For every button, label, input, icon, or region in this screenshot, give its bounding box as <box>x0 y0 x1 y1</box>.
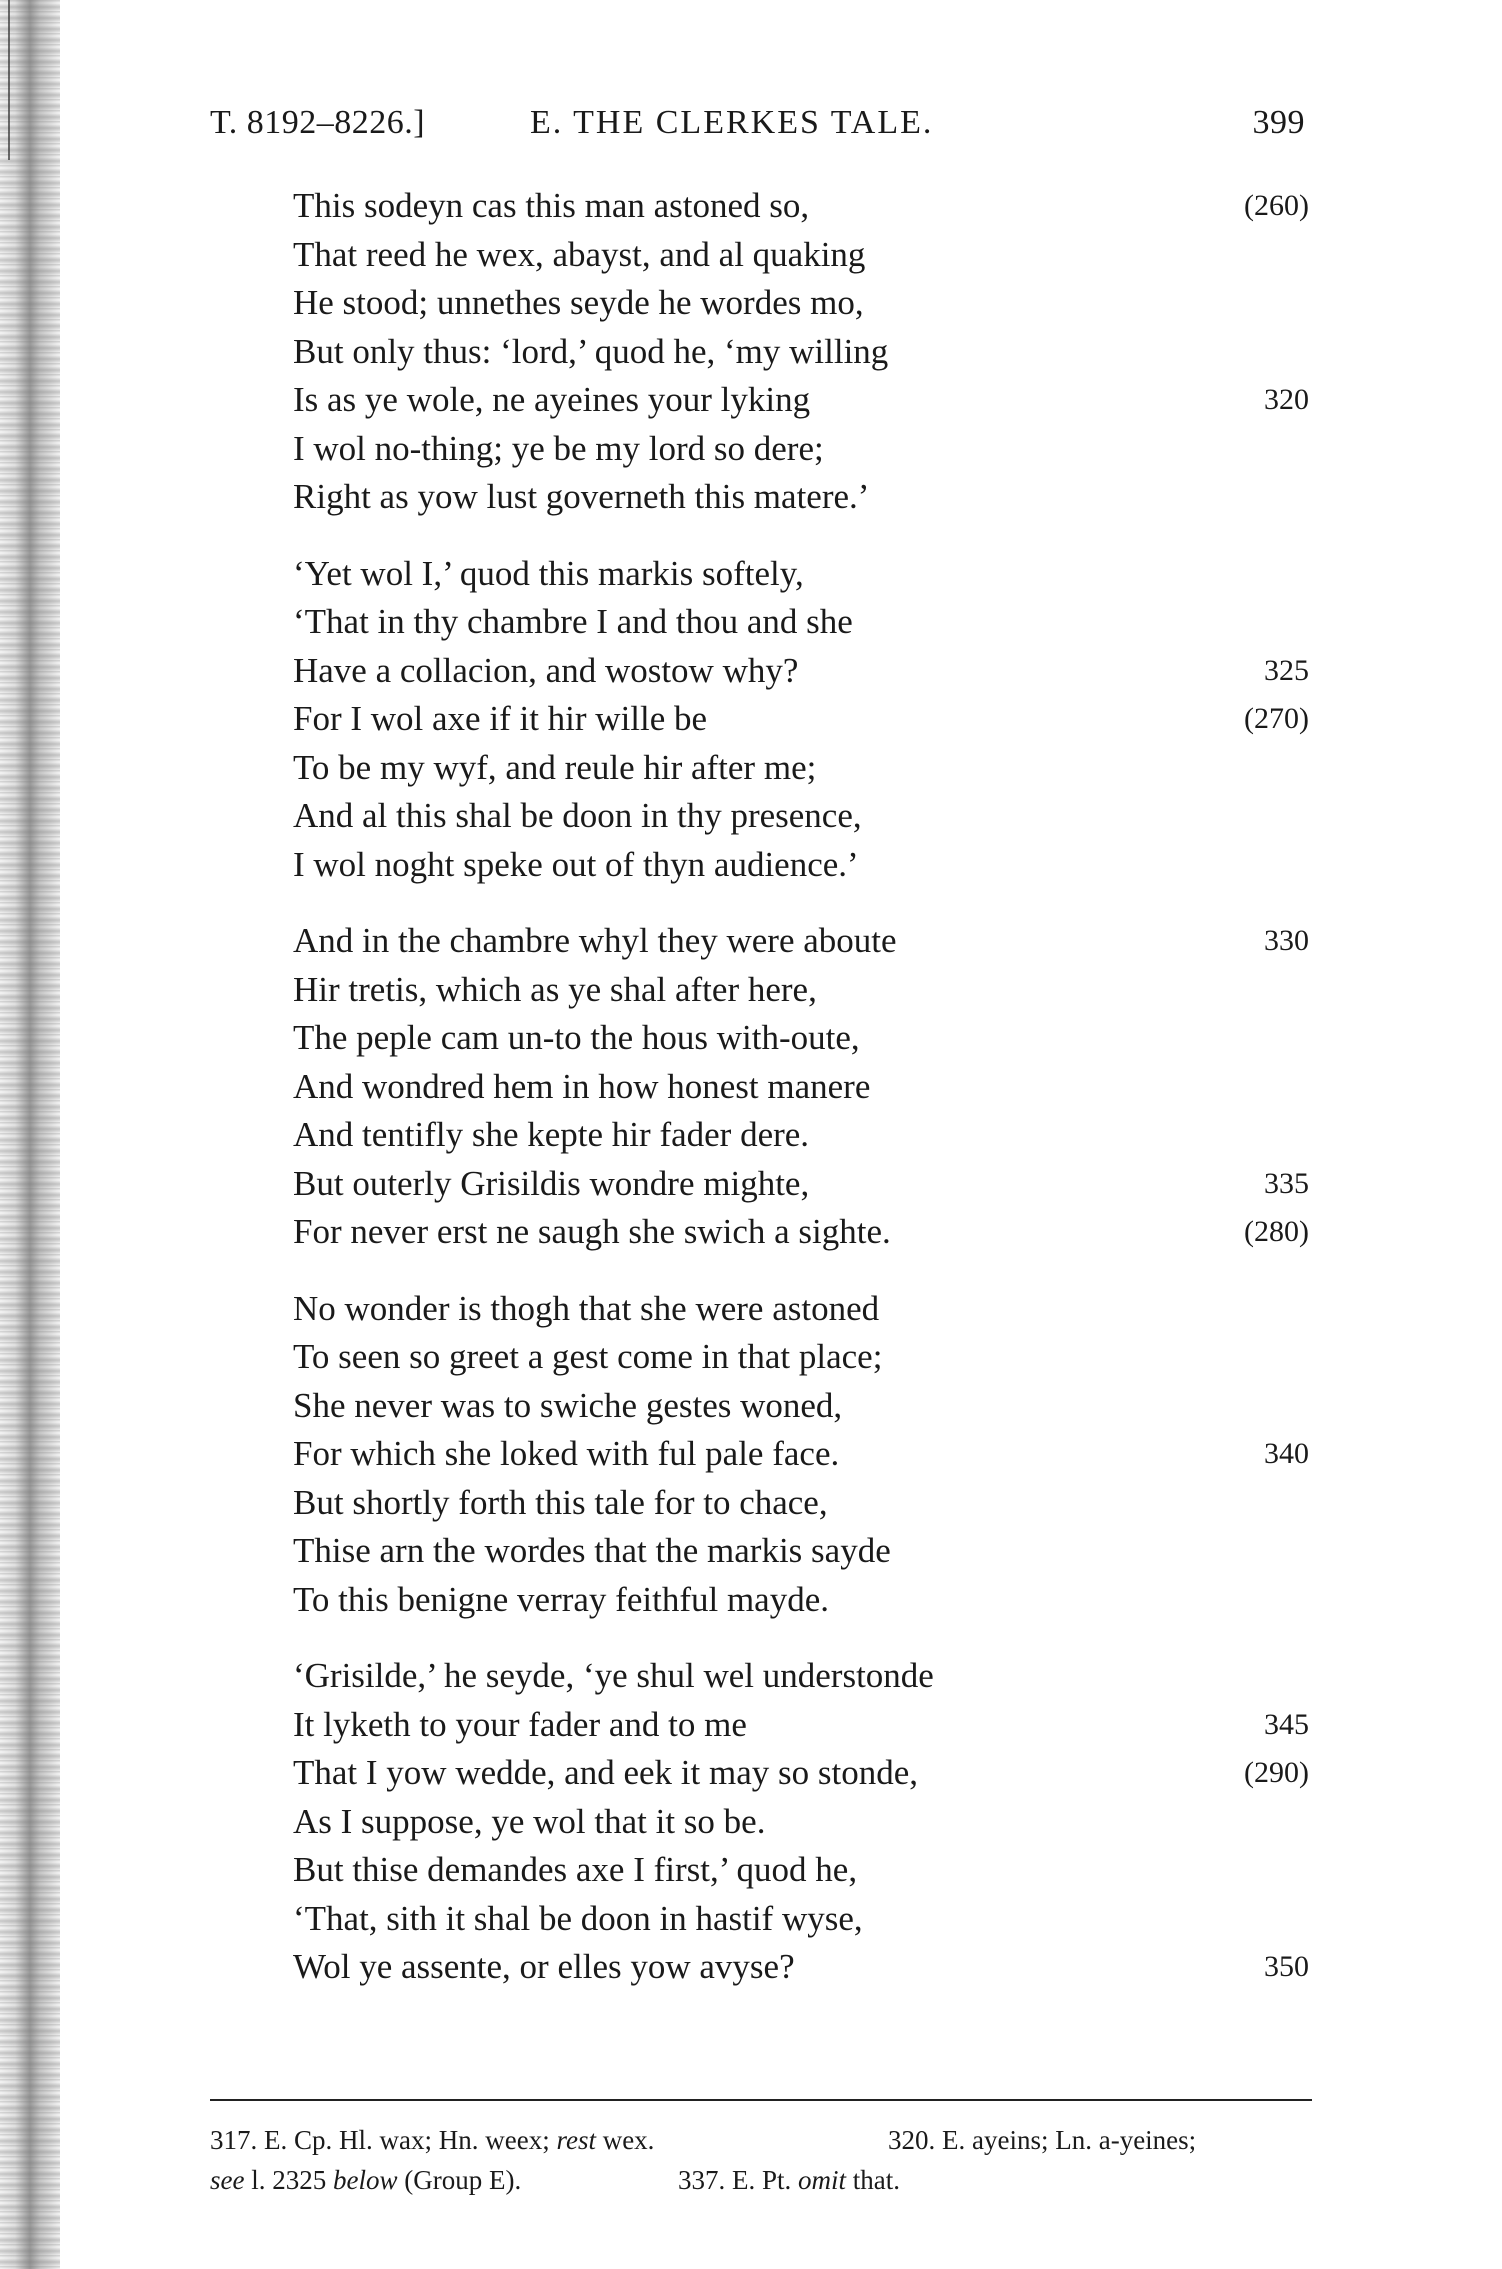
verse-line <box>293 1701 1313 1750</box>
verse-text: He stood; unnethes seyde he wordes mo, <box>293 283 864 322</box>
verse-text: ‘Yet wol I,’ quod this markis softely, <box>293 553 804 593</box>
verse-text: Right as yow lust governeth this matere.’ <box>293 477 870 516</box>
verse-line <box>293 425 1313 474</box>
page-number: 399 <box>1252 104 1305 141</box>
verse-line <box>293 695 1313 744</box>
verse-line <box>293 1479 1313 1528</box>
verse-line <box>293 1382 1313 1431</box>
verse-line <box>293 1576 1313 1625</box>
verse-text: As I suppose, ye wol that it so be. <box>293 1801 766 1841</box>
verse-text: I wol no-thing; ye be my lord so dere; <box>293 428 824 468</box>
verse-line <box>293 279 1313 328</box>
verse-line <box>293 744 1313 793</box>
verse-text: For I wol axe if it hir wille be <box>293 699 708 738</box>
verse-text: But only thus: ‘lord,’ quod he, ‘my willing <box>293 331 889 371</box>
verse-text: She never was to swiche gestes woned, <box>293 1385 843 1425</box>
verse-text: No wonder is thogh that she were astoned <box>293 1288 880 1328</box>
verse-line <box>293 1014 1313 1063</box>
line-number: 345 <box>1264 1707 1309 1741</box>
footnote-text: 337. E. Pt. <box>678 2165 792 2195</box>
verse-text: For which she loked with ful pale face. <box>293 1434 840 1473</box>
verse-line <box>293 473 1313 522</box>
verse-text: I wol noght speke out of thyn audience.’ <box>293 844 859 884</box>
footnote-text: l. 2325 <box>251 2165 327 2195</box>
verse-text: ‘That, sith it shal be doon in hastif wyse, <box>293 1898 863 1938</box>
verse-line <box>293 1749 1313 1798</box>
footnote-line <box>210 2120 1312 2160</box>
verse-text: The peple cam un-to the hous with-oute, <box>293 1018 860 1057</box>
verse-text: Thise arn the wordes that the markis sayde <box>293 1531 891 1570</box>
verse-text: Have a collacion, and wostow why? <box>293 650 799 690</box>
verse-text: Hir tretis, which as ye shal after here, <box>293 969 817 1009</box>
verse-text: But outerly Grisildis wondre mighte, <box>293 1163 810 1203</box>
verse-text: It lyketh to your fader and to me <box>293 1704 747 1744</box>
verse-line <box>293 1895 1313 1944</box>
verse-line <box>293 1111 1313 1160</box>
verse-line <box>293 598 1313 647</box>
verse-text: For never erst ne saugh she swich a sighte. <box>293 1212 891 1251</box>
line-number: (280) <box>1244 1215 1309 1248</box>
binding-edge-line <box>8 0 10 160</box>
verse-text: That I yow wedde, and eek it may so stonde, <box>293 1753 918 1792</box>
footnote-see <box>210 2160 521 2200</box>
verse-line <box>293 1285 1313 1334</box>
verse-text: And tentifly she kepte hir fader dere. <box>293 1115 810 1154</box>
verse-text: To be my wyf, and reule hir after me; <box>293 747 817 787</box>
stanza <box>293 917 1313 1257</box>
verse-text: And in the chambre whyl they were aboute <box>293 921 897 960</box>
verse-line <box>293 231 1313 280</box>
footnote-text: that. <box>852 2165 901 2195</box>
footnote-337 <box>678 2160 900 2200</box>
verse-text: But thise demandes axe I first,’ quod he, <box>293 1850 858 1889</box>
line-number: 330 <box>1264 924 1309 957</box>
verse-text: ‘Grisilde,’ he seyde, ‘ye shul wel understonde <box>293 1656 934 1695</box>
verse-line <box>293 328 1313 377</box>
footnote-italic: rest <box>556 2125 596 2155</box>
verse-line <box>293 182 1313 231</box>
line-number: 320 <box>1264 383 1309 416</box>
verse-text: And al this shal be doon in thy presence, <box>293 796 862 835</box>
footnote-text: wex. <box>602 2125 655 2155</box>
footnote-line <box>210 2160 1312 2200</box>
footnote-rule <box>210 2099 1312 2101</box>
header-line-range: T. 8192–8226.] <box>210 104 426 141</box>
verse-line <box>293 376 1313 425</box>
stanza <box>293 550 1313 890</box>
verse-text: To seen so greet a gest come in that place; <box>293 1337 883 1376</box>
verse-line <box>293 1652 1313 1701</box>
verse-text: And wondred hem in how honest manere <box>293 1066 871 1106</box>
footnote-italic: below <box>333 2165 398 2195</box>
verse-text: But shortly forth this tale for to chace, <box>293 1482 828 1522</box>
verse-text: That reed he wex, abayst, and al quaking <box>293 234 866 274</box>
verse-text: To this benigne verray feithful mayde. <box>293 1579 829 1619</box>
line-number: 325 <box>1264 653 1309 687</box>
header-title: E. THE CLERKES TALE. <box>530 104 934 141</box>
verse-line <box>293 1160 1313 1209</box>
verse-line <box>293 647 1313 696</box>
verse-line <box>293 1333 1313 1382</box>
binding-shadow <box>0 0 60 2269</box>
verse-line <box>293 1063 1313 1112</box>
line-number: 335 <box>1264 1166 1309 1200</box>
footnote-317 <box>210 2120 654 2160</box>
verse-text: This sodeyn cas this man astoned so, <box>293 186 810 225</box>
stanza <box>293 182 1313 522</box>
verse-text: Is as ye wole, ne ayeines your lyking <box>293 380 811 419</box>
verse-line <box>293 550 1313 599</box>
line-number: (260) <box>1244 189 1309 222</box>
footnote-text: 317. E. Cp. Hl. wax; Hn. weex; <box>210 2125 550 2155</box>
verse-line <box>293 1798 1313 1847</box>
footnotes <box>210 2120 1312 2200</box>
verse-line <box>293 1846 1313 1895</box>
footnote-text: (Group E). <box>404 2165 522 2195</box>
footnote-italic: omit <box>798 2165 847 2195</box>
verse-line <box>293 1527 1313 1576</box>
poem-body <box>293 182 1313 2020</box>
verse-line <box>293 1943 1313 1992</box>
line-number: (290) <box>1244 1756 1309 1789</box>
line-number: 340 <box>1264 1437 1309 1470</box>
running-header <box>210 104 1305 152</box>
verse-line <box>293 1208 1313 1257</box>
verse-line <box>293 917 1313 966</box>
stanza <box>293 1285 1313 1625</box>
verse-line <box>293 841 1313 890</box>
verse-text: ‘That in thy chambre I and thou and she <box>293 602 853 641</box>
verse-line <box>293 966 1313 1015</box>
line-number: (270) <box>1244 702 1309 735</box>
footnote-italic: see <box>210 2165 245 2195</box>
line-number: 350 <box>1264 1950 1309 1983</box>
verse-line <box>293 1430 1313 1479</box>
verse-text: Wol ye assente, or elles yow avyse? <box>293 1947 795 1986</box>
verse-line <box>293 792 1313 841</box>
stanza <box>293 1652 1313 1992</box>
footnote-320: 320. E. ayeins; Ln. a-yeines; <box>888 2125 1197 2155</box>
